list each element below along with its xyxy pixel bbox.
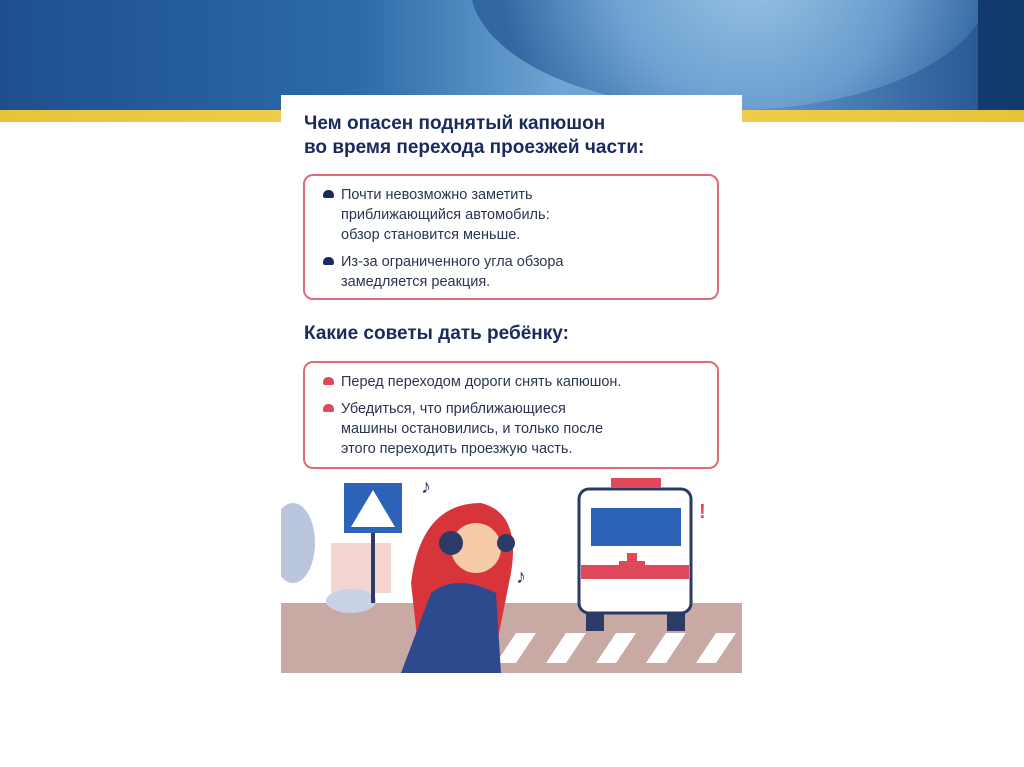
item-text: Почти невозможно заметить (341, 187, 533, 203)
headphones-icon (439, 531, 463, 555)
heading-line: во время перехода проезжей части: (304, 137, 645, 158)
music-note-icon: ♪ (421, 476, 431, 498)
bush (326, 589, 376, 613)
car-icon (323, 257, 334, 265)
item-text: машины остановились, и только после (341, 421, 604, 437)
item-text: этого переходить проезжую часть. (341, 441, 573, 457)
buildings (331, 543, 391, 593)
heading-danger (304, 112, 644, 160)
list-item (305, 252, 717, 292)
item-text: замедляется реакция. (341, 274, 491, 290)
windshield (591, 508, 681, 546)
sign-pole (371, 533, 375, 603)
car-icon (323, 404, 334, 412)
list-item (305, 372, 717, 392)
item-text: приближающийся автомобиль: (341, 207, 550, 223)
ambulance (579, 489, 691, 613)
list-item (305, 185, 717, 245)
siren (611, 478, 661, 488)
heading-line: Чем опасен поднятый капюшон (304, 113, 606, 134)
street-illustration (281, 473, 742, 673)
slide-header-banner (0, 0, 1024, 110)
danger-box (303, 174, 719, 300)
tips-box (303, 361, 719, 469)
globe-graphic (470, 0, 990, 110)
car-icon (323, 377, 334, 385)
tree (281, 503, 315, 583)
heading-tips: Какие советы дать ребёнку: (304, 323, 569, 344)
banner-edge (978, 0, 1024, 110)
music-note-icon: ♪ (516, 566, 526, 588)
item-text: Убедиться, что приближающиеся (341, 401, 566, 417)
item-text: Из-за ограниченного угла обзора (341, 254, 564, 270)
list-item (305, 399, 717, 459)
car-icon (323, 190, 334, 198)
item-text: обзор становится меньше. (341, 227, 521, 243)
safety-poster (281, 95, 742, 673)
item-text: Перед переходом дороги снять капюшон. (341, 374, 622, 390)
exclamation-icon: ! (699, 501, 706, 523)
